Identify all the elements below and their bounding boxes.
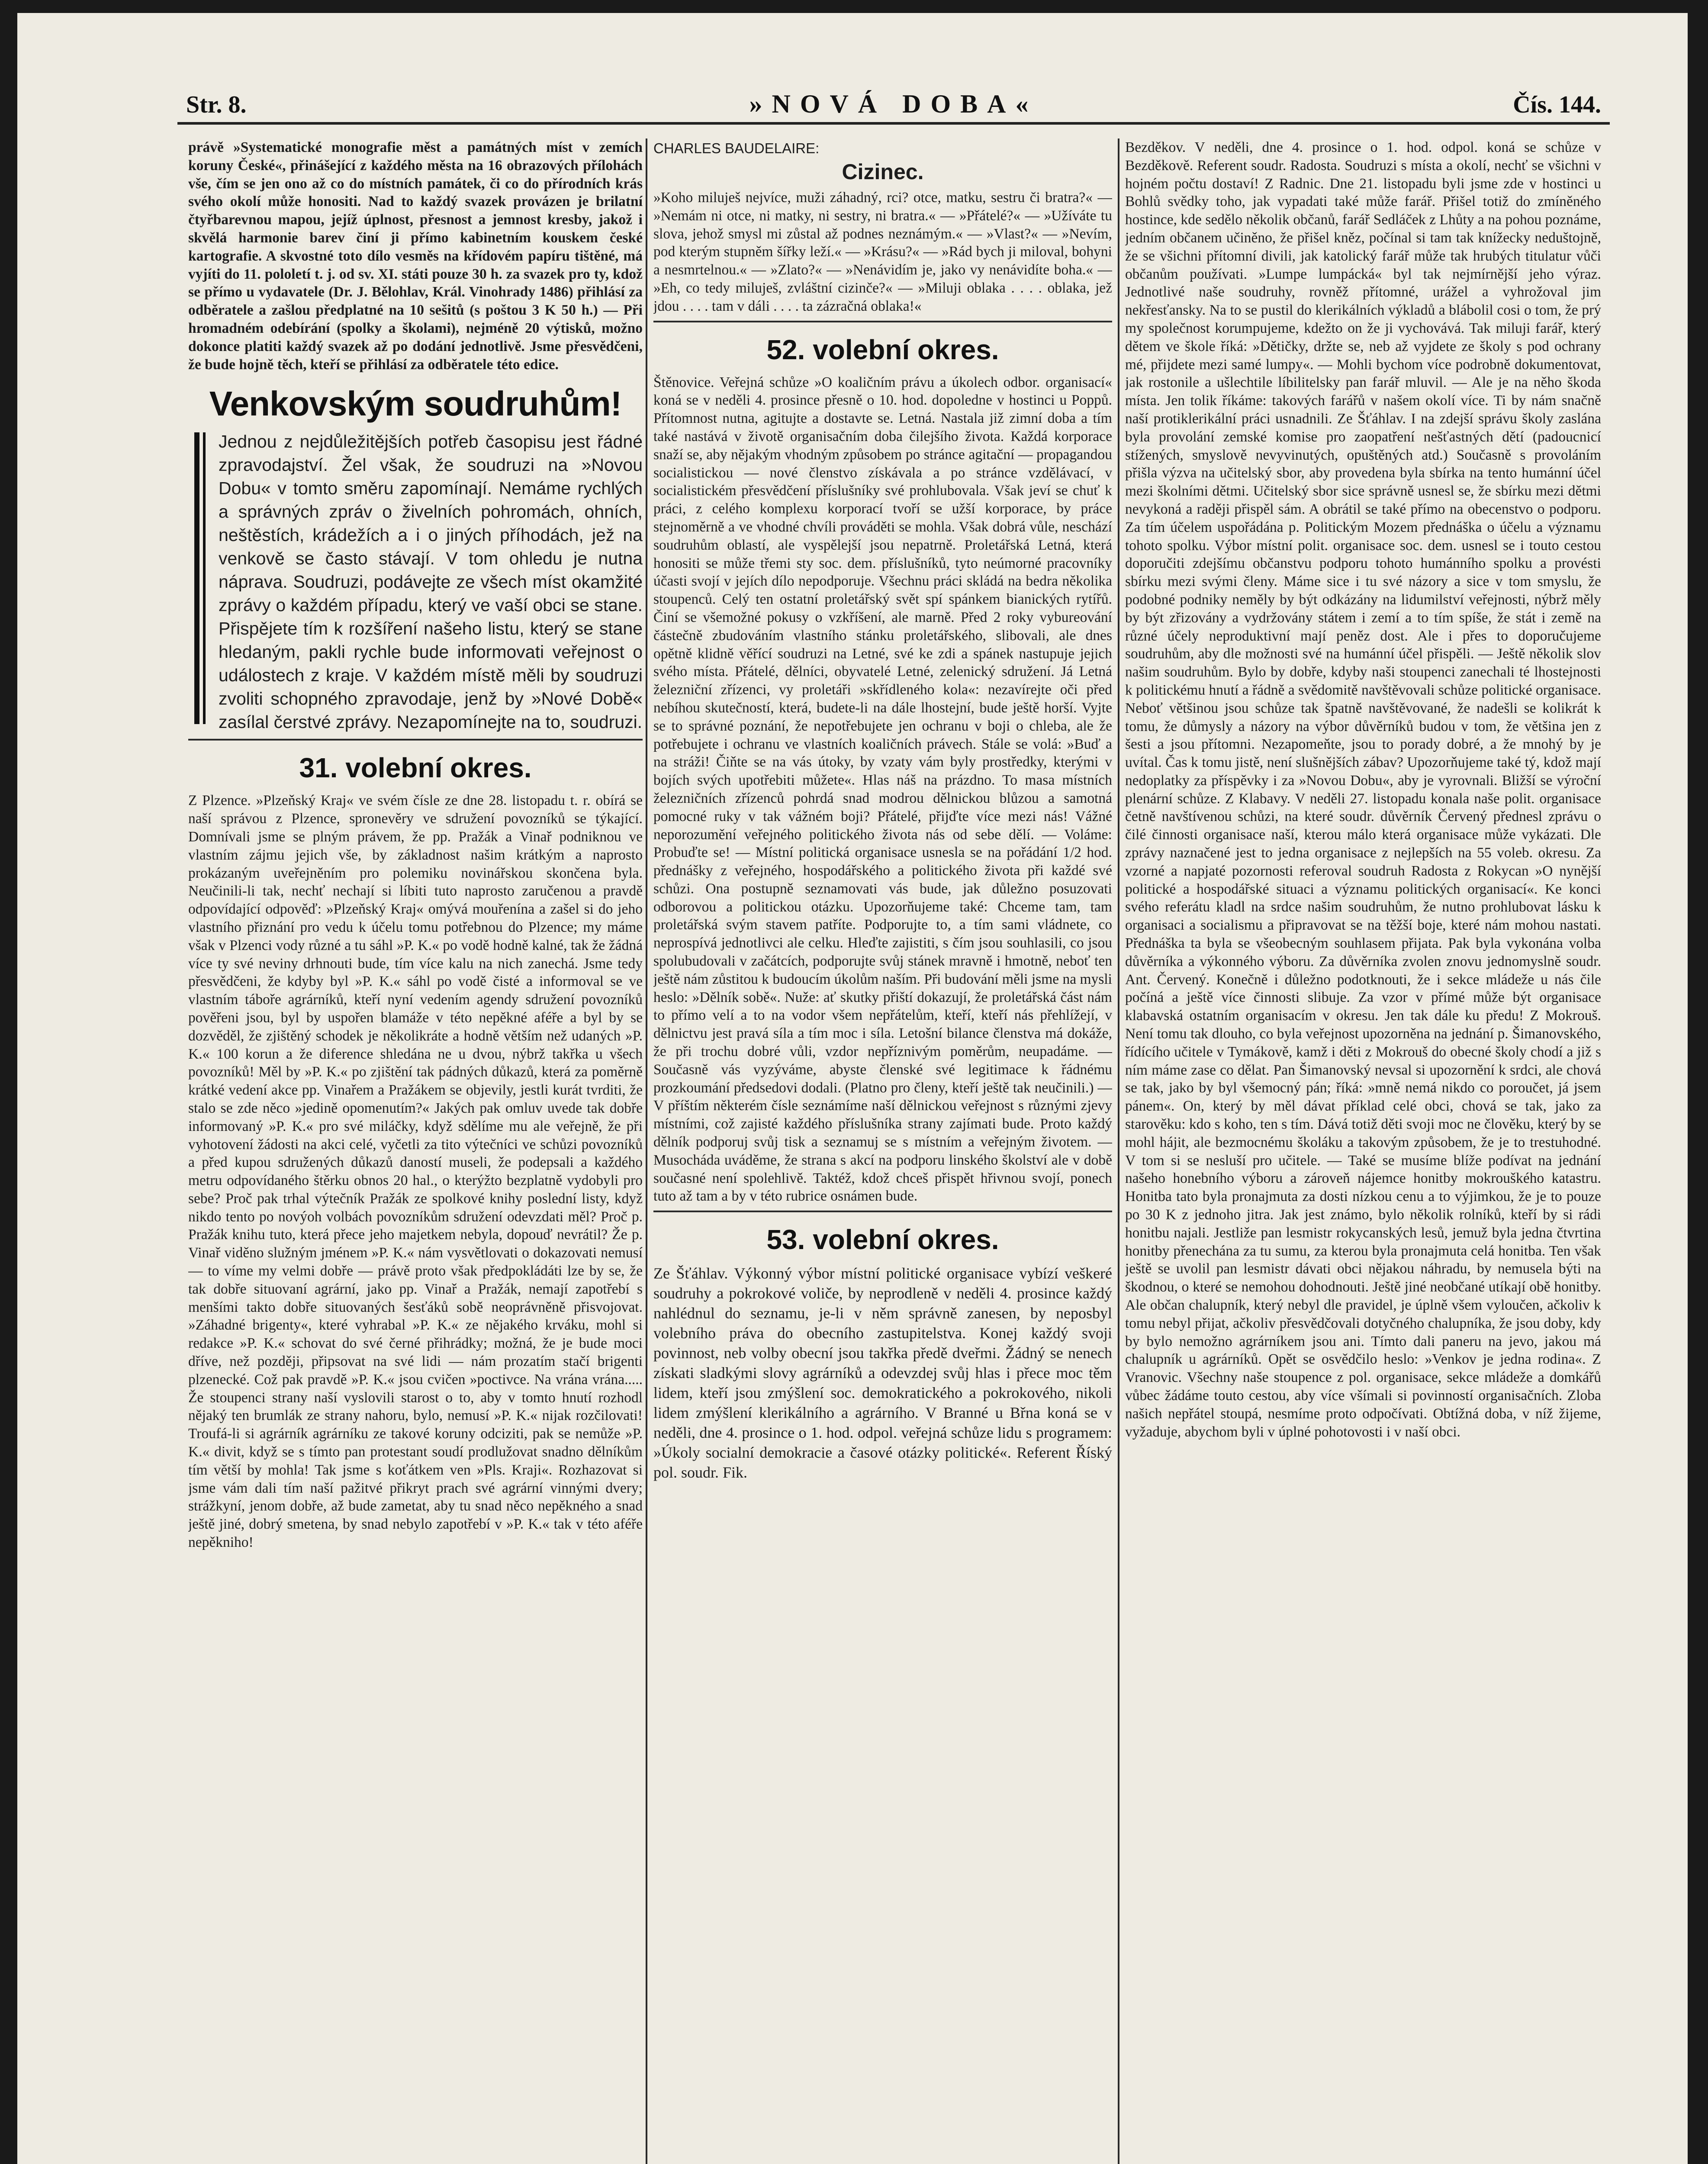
okres-53-text: Ze Šťáhlav. Výkonný výbor místní politické organisace vybízí veškeré soudruhy a pokrokové voliče, by neprodleně v neděli 4. prosince každý nahlédnul do seznamu, je-li v něm správně zanesen, by neposbyl volebního práva do obecního zastupitelstva. Konej každý svoji povinnost, neb volby obecní jsou takřka předě dveřmi. Žádný se nenech získati sladkými slovy agrárníků a odevzdej svůj hlas i přece moc těm lidem, kteří jsou zmýšlení soc. demokratického a pokrokového, nikoli lidem zmýšlení klerikálního a agrárního. V Branné u Břna koná se v neděli, dne 4. prosince o 1. hod. odpol. veřejná schůze lidu s programem: »Úkoly socialní demokracie a časové otázky politické«. Referent Říský pol. soudr. Fik.: [653, 1265, 1112, 1481]
issue-number: Čís. 144.: [1513, 91, 1601, 118]
column-3: [1125, 138, 1601, 2164]
header-rule: [177, 122, 1610, 125]
column-divider-2: [1118, 138, 1119, 2164]
section-rule: [653, 1211, 1112, 1212]
masthead: »NOVÁ DOBA«: [749, 90, 1038, 118]
section-rule: [188, 739, 643, 741]
newspaper-page: [17, 13, 1688, 2164]
poem: [653, 189, 1112, 316]
okres-53-title: 53. volební okres.: [766, 1224, 999, 1256]
page-header: [177, 82, 1610, 121]
poem-title: Cizinec.: [842, 160, 924, 184]
regional-news-text: Bezděkov. V neděli, dne 4. prosince o 1. hod. odpol. koná se schůze v Bezděkově. Referent soudr. Radosta. Soudruzi s místa a okolí, nechť se všichni v hojném počtu dostaví! Z Radnic. Dne 21. listopadu byli jsme zde v hostinci u Bohlů svědky toho, jak vypadati také může farář. Přišel totiž do zmíněného hostince, kde sedělo několik občanů, farář Sedláček z Lhůty a na pohou poznáme, jedním občanem učiněno, že přišel kněz, počínal si tam tak knížecky neduštojně, že se všichni přítomní divili, jak katolický farář může tak hrubých titulatur vůči občanům používati. »Lumpe lumpácká« byl tak nejmírnější jeho výraz. Jednotlivé naše soudruhy, rovněž přítomné, urážel a vyhrožoval jim nekřesťansky. Na to se pustil do klerikálních výkladů a blábolil cosi o tom, že prý my společnost korumpujeme, kdežto on že ji vychovává. Tak miluji farář, který dětem ve škole říká: »Dětičky, držte se, neb až vyjdete ze školy s pod ochrany mé, přijdete mezi samé lumpy«. — Mohli bychom více podrobně dokumentovat, jak rostonile a ušlechtile líbilitelsky pan farář mluvil. — Ale je na něho škoda místa. Jen tolik říkáme: takových farářů v našem okolí více. Ti by nám snačně naší protiklerikální práci usnadnili. Ze Šťáhlav. I na zdejší správu školy zaslána byla provolání zemské komise pro zaopatření nešťastných dětí (padoucnicí stížených, smyslově nevyvinutých, opuštěných atd.) Současně s provoláním přišla výzva na učitelský sbor, aby provedena byla sbírka na tento humánní účel mezi školními dětmi. Učitelský sbor sice správně usnesl se, že sbírku mezi dětmi nevykoná a raději přispěl sám. A obrátil se také přímo na obecenstvo o podporu. Za tím účelem uspořádána p. Politickým Mozem přednáška o účelu a významu tohoto spolku. Výbor místní polit. organisace soc. dem. usnesl se i touto cestou doporučiti zdejšímu občanstvu podporu tohoto humánního spolku a provésti sbírku mezi svými členy. Máme sice i tu své názory a sice v tom smyslu, že podobné podniky neměly by být odkázány na lidumilství veřejnosti, nýbrž měly by být zřizovány a vydržovány státem i zemí a to tím spíše, že stát i země na různé účely neproduktivní mají peněz dost. Ale i přes to doporučujeme soudruhům, aby dle možnosti své na humánní účel přispěli. — Ještě několik slov našim soudruhům. Bylo by dobře, kdyby naši stoupenci zanechali té lhostejnosti k politickému hnutí a řádně a svědomitě navštěvovali schůze politické organisace. Neboť většinou jsou schůze tak špatně navštěvované, že nadešli se kolikrát k tomu, že důmysly a názory na výbor důvěrníků budou v tom, že většina jen z šesti a jsou přítomni. Nezapomeňte, jsou to porady dobré, a že mnohý by je uvítal. Čas k tomu jistě, není slušnějších zábav? Upozorňujeme také tý, kdož mají nedoplatky za příspěvky i za »Novou Dobu«, aby je vyrovnali. Bližší se výroční plenární schůze. Z Klabavy. V neděli 27. listopadu konala naše polit. organisace četně navštívenou schůzi, na které soudr. důvěrník Červený přednesl zprávu o čilé činnosti organisace naší, kterou málo která organisace může vykázati. Dle zprávy naznačené jest to jedna organisace z nejlepších na 55 voleb. okresu. Za vzorné a napjaté pozornosti referoval soudruh Radosta z Rokycan »O nynější politické a hospodářské situaci a významu politických organisací«. Ke konci svého referátu kladl na srdce našim soudruhům, že nutno prohlubovat lásku k organisaci a socialismu a připravovat se na těžší boje, které nám mohou nastati. Přednáška ta byla se všeobecným souhlasem přijata. Pak byla vykonána volba důvěrníka a výkonného výboru. Za důvěrníka zvolen znovu jednomyslně soudr. Ant. Červený. Konečně i důležno podotknouti, že i sekce mládeže u nás čile počíná a ještě více činnosti slibuje. Za vzor v přímé může být organisace klabavská ostatním organisacím v okresu. Jen tak dále ku předu! Z Mokrouš. Není tomu tak dlouho, co byla veřejnost upozorněna na jednání p. Šimanovského, řídícího učitele v Tymákově, kamž i děti z Mokrouš do obecné školy chodí a již s ním máme zase co dělat. Pan Šimanovský nevsal si upozornění k srdci, ale chová se tak, jako by byl všemocný pán; říká: »mně nemá nikdo co poroučet, já jsem pánem«. On, který by měl dávat příklad celé obci, chová se tak, jako za starověku: kdo s koho, ten s tím. Dává totiž děti svoji moc ne člověku, který by se mohl hájit, ale bezmocnému školáku a takovým způsobem, že je to trestuhodné. V tom si se nesluší pro učitele. — Také se musíme blíže podívat na jednání našeho honebního výboru a zároveň nájemce honitby mokrouškého katastru. Honitba tato byla pronajmuta za dosti nízkou cenu a to výjimkou, že je to pouze po 30 K z jednoho jitra. Jak jest známo, bylo několik rolníků, kteří by si rádi honitbu najali. Jestliže pan lesmistr rokycanských lesů, jemuž byla jedna čtvrtina honitby přenechána za tu sumu, za kterou byla pronajmuta celá honitba. Ten však ještě se uvolil pan lesmistr dávati obci nějakou náhradu, by nemusela býti na škodnou, o které se nemohou dohodnouti. Ještě jiné neobčané utíkají obě honitby. Ale občan chalupník, který nebyl dle pravidel, je úplně všem vyloučen, ačkoliv k tomu nebyl přijat, ačkoliv přesvědčovali dotyčného chalupníka, že jsou doby, kdy by bylo nemožno agrárníkem jsou ani. Tímto dali paneru na jevo, jakou má chalupník u agrárníků. Opět se osvědčilo heslo: »Venkov je jedna rodina«. Z Vranovic. Všechny naše stoupence z pol. organisace, sekce mládeže a domkářů vůbec žádáme touto cestou, aby více všímali si povinností organisačních. Zloba našich nepřátel stoupá, nesmíme proto odpočívati. Obtížná doba, v níž žijeme, vyžaduje, abychom byli v úplné pohotovosti i v naší obci.: [1125, 139, 1601, 1440]
box-bar-thin: [203, 432, 206, 724]
okres-31-title: 31. volební okres.: [299, 752, 532, 784]
column-divider-1: [646, 138, 647, 2164]
okres-52-text: Štěnovice. Veřejná schůze »O koaličním právu a úkolech odbor. organisací« koná se v neděli 4. prosince přesně o 10. hod. dopoledne v hostinci u Poppů. Přítomnost nutna, agitujte a dostavte se. Letná. Nastala již zimní doba a tím také nastává v životě organisačním doba čilejšího života. Každá korporace snaží se, aby nějakým vhodným způsobem po stránce agitační — propagandou socialistickou — nové členstvo získávala a po stránce vzdělávací, v socialistickém přesvědčení příslušníky své prohlubovala. Však jeví se chuť k práci, z celého komplexu korporací tvoří se užší korporace, by práce stejnoměrně a ve vhodné chvíli prováděti se mohla. Však dobrá vůle, neschází soudruhům oblastí, ale vyspělejší jsou nepatrně. Proletářská Letná, která honositi se může třemi sty soc. dem. příslušníků, tyto neúmorné pracovníky účasti svojí v jejích dílo nepodporuje. Všechnu práci skládá na bedra několika stoupenců. Celý ten ostatní proletářský svět spí spánkem bianických rytířů. Činí se všemožné pokusy o vzkříšení, ale marně. Před 2 roky vybureování částečně zbudováním vlastního stánku proletářského, slibovali, ale dnes opětně klidně věřící soudruzi na Letné, své ke zdi a spánek nastupuje jejich svého místa. Přátelé, dělníci, obyvatelé Letné, zelenický sdružení. Já Letná železniční zřízenci, vy proletáři »skřídleného kola«: nezavírejte oči před nebíhou skutečností, která, budete-li na dále lhostejní, bude ještě horší. Vyjte se to správné poznání, že nepotřebujete jen ochranu v boji o chleba, ale že potřebujete i ochranu ve vlastních koaličních právech. Stále se volá: »Buď a na stráži! Čiňte se na vás útoky, by vzaty vám byly prostředky, kterými v bojích svých upotřebiti můžete«. Hlas náš na prázdno. To masa místních železničních zřízenců pohrdá snad modrou dělnickou blůzou a samotná pomocné ruky v tak vážném boji? Přátelé, přijďte více mezi nás! Vážné neporozumění veřejného politického života nás od sebe dělí. — Voláme: Probuďte se! — Místní politická organisace usnesla se na pořádání 1/2 hod. přednášky z veřejného, hospodářského a politického života při každé své schůzi. Ona postupně seznamovati vás bude, jak důležno posuzovati odborovou a politickou otázku. Upozorňujeme také: Chceme tam, tam proletářská svým stavem patříte. Podporujte to, a tím sami vládnete, co neprospívá jednotlivci ale celku. Hleďte zajistiti, s čím jsou souhlasili, co jsou spolubudovali v začátcích, podporujte svůj stánek mravně i hmotně, neboť ten ještě nám zůstitou k budoucím úkolům naším. Při budování měli jsme na mysli heslo: »Dělník sobě«. Nuže: ať skutky přiští dokazují, že proletářská část nám to přímo velí a to na vodor všem nepřátelům, kteří, kteří nás přehlížejí, v dělnictvu jest pravá síla a tím moc i síla. Letošní bilance členstva má dokáže, že při trochu dobré vůli, vzdor nepříznivým poměrům, neupadáme. — Současně vás vyzýváme, abyste členské své legitimace k řádnému prozkoumání předsedovi dodali. (Platno pro členy, kteří ještě tak neučinili.) — V příštím některém čísle seznámíme naší dělnickou veřejnost s různými zjevy místními, což zajisté každého příslušníka strany zajímati bude. Proto každý dělník podporuj svůj tisk a seznamuj se s místním a veřejným životem. — Musocháda uváděme, že strana s akcí na podporu linského školství ale v době současné není spolehlivě. Taktéž, kdož chceš přispět hřivnou svojí, ponech tuto až tam a by v této rubrice osnámen bude.: [653, 374, 1112, 1204]
page-number: Str. 8.: [186, 91, 247, 118]
box-bar: [194, 432, 199, 724]
column-2: [653, 138, 1112, 2164]
venkov-text: Jednou z nejdůležitějších potřeb časopisu jest řádné zpravodajství. Žel však, že soudruzi na »Novou Dobu« v tomto směru zapomínají. Nemáme rychlých a správných zpráv o živelních pohromách, ohních, neštěstích, krádežích a i o jiných příhodách, jež na venkově se často stávají. V tom ohledu je nutna náprava. Soudruzi, podávejte ze všech míst okamžité zprávy o každém případu, který ve vaší obci se stane. Přispějete tím k rozšíření našeho listu, který se stane hledaným, pakli rychle bude informovati veřejnost o událostech z kraje. V každém místě měli by soudruzi zvoliti schopného zpravodaje, jenž by »Nové Době« zasílal čerstvé zprávy. Nezapomínejte na to, soudruzi.: [219, 432, 643, 732]
monograph-notice: právě »Systematické monografie měst a památných míst v zemích koruny České«, přinášející z každého města na 16 obrazových přílohách vše, čím se jen ono až co do místních památek, či co do přírodních krás svého okolí může honositi. Nad to každý svazek provázen je brilatní čtyřbarevnou mapou, jejíž úplnost, přesnost a jemnost kresby, jakož i skvělá harmonie barev činí ji přímo kabinetním kouskem české kartografie. A skvostné toto dílo vesměs na křídovém papíru tištěné, má vyjíti do 11. pololetí t. j. od sv. XI. státi pouze 30 h. za svazek pro ty, kdož se přímo u vydavatele (Dr. J. Bělohlav, Král. Vinohrady 1486) přihlásí za odběratele a zašlou předplatné na 10 sešitů (s poštou 3 K 50 h.) — Při hromadném odebírání (spolky a školami), nejméně 20 výtisků, možno dokonce platiti každý svazek až po dodání jednotlivě. Jsme přesvědčeni, že bude hojně těch, kteří se přihlásí za odběratele této edice.: [188, 139, 643, 373]
venkov-title: Venkovským soudruhům!: [209, 384, 622, 423]
section-rule: [653, 321, 1112, 322]
venkov-box: [188, 430, 643, 734]
poem-author: CHARLES BAUDELAIRE:: [653, 140, 820, 156]
okres-31-text: Z Plzence. »Plzeňský Kraj« ve svém čísle ze dne 28. listopadu t. r. obírá se naší správou z Plzence, spronevěry ve sdružení povozníků se týkající. Domnívali jsme se plným právem, že pp. Pražák a Vinař podniknou ve vlastním zájmu jejich vše, by základnost našim krátkým a naprosto prokázaným uveřejněním pro polemiku novinářskou skončena byla. Neučinili-li tak, nechť nechají si líbiti tuto naprosto zaručenou a pravdě odpovídající odpověď: »Plzeňský Kraj« omývá mouřenína a zašel si do jeho vlastního přiznání pro vedu k účelu tomu potřebnou do Plzence; my máme však v Plzenci vody různé a tu sáhl »P. K.« po vodě hodně kalné, tak že žádná více ty své neviny drhnouti bude, tím více kalu na nich zanechá. Jsme tedy přesvědčeni, že kdyby byl »P. K.« sáhl po vodě čisté a informoval se ve vlastním táboře agrárníků, kteří nyní vedením agendy sdružení povozníků pověřeni jsou, byl by uspořen blamáže v této nepěkné aféře a byl by se dozvěděl, že zjištěný schodek je několikráte a hodně větším než udaných »P. K.« 100 korun a že diference shledána ne u dvou, nýbrž takřka u všech povozníků! Měl by »P. K.« po zjištění tak pádných důkazů, která za poměrně krátké vedení akce pp. Vinařem a Pražákem se objevily, jestli kurát tvrditi, že stalo se zde něco »jedině opomenutím?« Jakých pak omluv uvede tak dobře informovaný »P. K.« pro své miláčky, když sdělíme mu ale veřejně, že při vyhotovení žádosti na akci celé, vyčetli za tito výtečníci ve schůzi povozníků a před kupou sdružených důkazů daností museli, že podepsali a každého metru odpovídaného štěrku obnos 20 hal., o kterýžto bezplatně vydobyli pro sebe? Proč pak trhal výtečník Pražák ze spolkové knihy poslední listy, když nikdo tento po novýoh volbách povozníkům sdružení odevzdati měl? Proč p. Pražák knihu tuto, která přece jeho majetkem nebyla, dopouď nevrátil? Že p. Vinař viděno služným jménem »P. K.« nám vysvětlovati o dokazovati nemusí — to víme my velmi dobře — právě proto však předpokládáti lze by se, že tak dobře situovaní agrární, jako pp. Vinař a Pražák, nemají zapotřebí s menšími takto dobře situovaných šesťáků sobě neoprávněně přisvojovat. »Záhadné brigenty«, které vyhrabal »P. K.« ze nějakého krváku, mohl si redakce »P. K.« schovat do své černé přihrádky; možná, že je bude moci dříve, než později, připsovat na své lidi — nám prozatím stačí brigenti plzenecké. Což pak pravdě »P. K.« jsou cvičen »poctivce. Na vrána vrána..... Že stoupenci strany naší vyslovili starost o to, aby v tomto hnutí rozhodl nějaký ten brumlák ze strany nahoru, bylo, nemusí »P. K.« nijak rozčilovati! Troufá-li si agrárník agrárníku ze takové koruny odciziti, pak se nemůže »P. K.« divit, když se s tímto pan protestant soudí prodlužovat snadno dělníkům tím větší by mohla! Tak jsme s koťátkem ven »Pls. Kraji«. Rozhazovat si jsme vám dali tím naší pažitvé přikryt prach své agrární vinnými dvery; strážkyní, jenom dobře, až bude zametat, aby tu snad něco nepěkného a snad ještě jiné, dobrý smetena, by snad nebylo zapotřebí v »P. K.« tak v této aféře nepěkniho!: [188, 792, 643, 1551]
column-1: [188, 138, 643, 2164]
poem-text: »Koho miluješ nejvíce, muži záhadný, rci? otce, matku, sestru či bratra?« — »Nemám ni otce, ni matky, ni sestry, ni bratra.« — »Přátelé?« — »Užíváte tu slova, jehož smysl mi zůstal až podnes neznámým.« — »Vlast?« — »Nevím, pod kterým stupněm šířky leží.« — »Krásu?« — »Rád bych ji miloval, bohyni a nesmrtelnou.« — »Zlato?« — »Nenávidím je, jako vy nenávidíte boha.« — »Eh, co tedy miluješ, zvláštní cizinče?« — »Miluji oblaka . . . . oblaka, jež jdou . . . . tam v dáli . . . . ta zázračná oblaka!«: [653, 190, 1112, 314]
okres-52-title: 52. volební okres.: [766, 334, 999, 365]
